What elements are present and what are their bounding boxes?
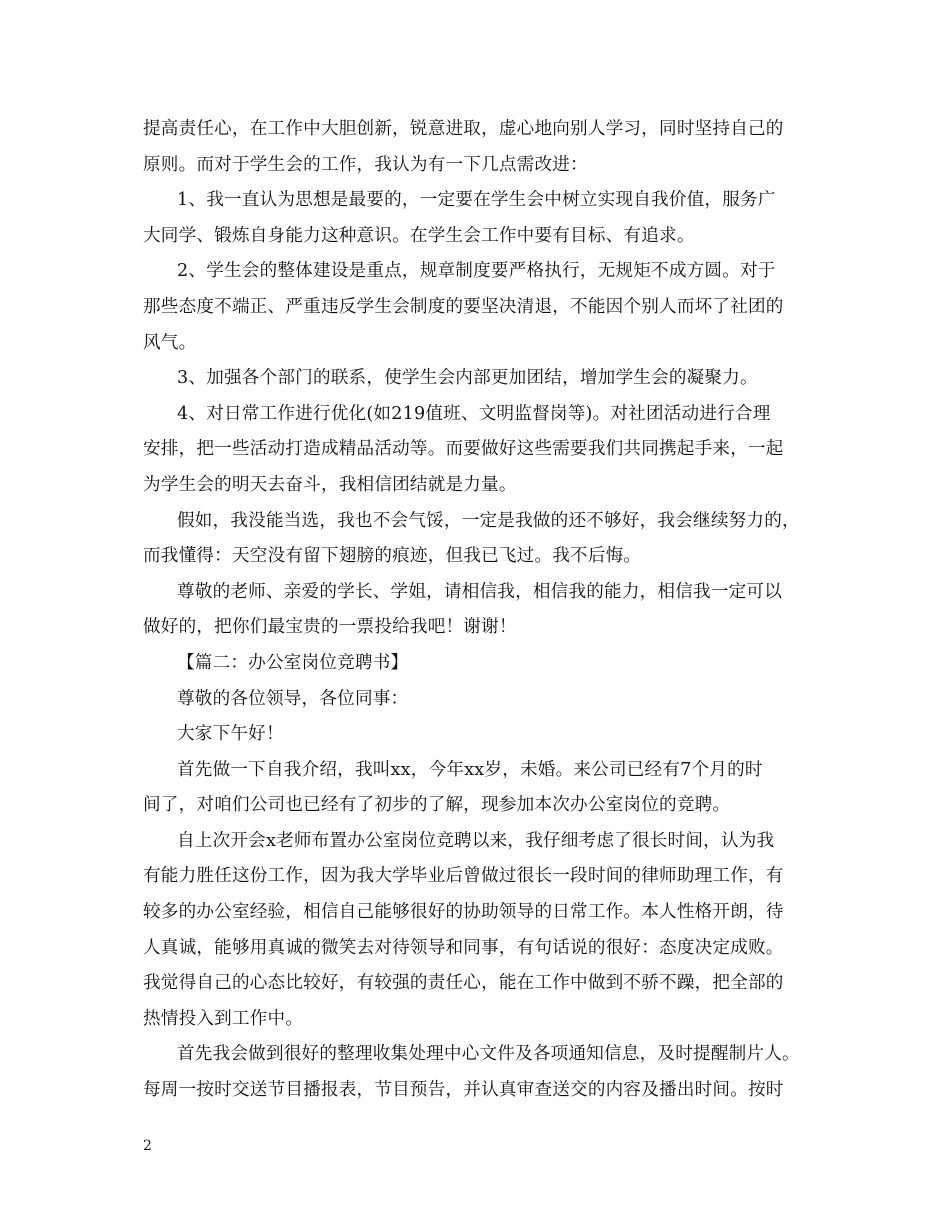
- text-line: 为学生会的明天去奋斗，我相信团结就是力量。: [143, 474, 517, 495]
- text-line: 人真诚，能够用真诚的微笑去对待领导和同事，有句话说的很好：态度决定成败。: [143, 937, 784, 958]
- text-line: 尊敬的老师、亲爱的学长、学姐，请相信我，相信我的能力，相信我一定可以: [177, 581, 782, 602]
- text-line: 4、对日常工作进行优化(如219值班、文明监督岗等)。对社团活动进行合理: [177, 403, 771, 424]
- salutation: 尊敬的各位领导，各位同事：: [177, 688, 409, 709]
- section-heading: 【篇二：办公室岗位竞聘书】: [177, 652, 409, 673]
- text-line: 间了，对咱们公司也已经有了初步的了解，现参加本次办公室岗位的竞聘。: [143, 795, 731, 816]
- text-line: 首先我会做到很好的整理收集处理中心文件及各项通知信息，及时提醒制片人。: [177, 1044, 800, 1065]
- text-line: 做好的，把你们最宝贵的一票投给我吧！谢谢！: [143, 617, 517, 638]
- text-line: 那些态度不端正、严重违反学生会制度的要坚决清退，不能因个别人而坏了社团的: [143, 296, 784, 317]
- text-line: 2、学生会的整体建设是重点，规章制度要严格执行，无规矩不成方圆。对于: [177, 261, 776, 282]
- text-line: 3、加强各个部门的联系，使学生会内部更加团结，增加学生会的凝聚力。: [177, 368, 758, 389]
- text-line: 原则。而对于学生会的工作，我认为有一下几点需改进：: [143, 154, 588, 175]
- greeting: 大家下午好！: [177, 724, 284, 745]
- text-line: 假如，我没能当选，我也不会气馁，一定是我做的还不够好，我会继续努力的，: [177, 510, 800, 531]
- text-line: 提高责任心，在工作中大胆创新，锐意进取，虚心地向别人学习，同时坚持自己的: [143, 119, 784, 139]
- document-body: [143, 112, 825, 1109]
- text-line: 我觉得自己的心态比较好，有较强的责任心，能在工作中做到不骄不躁，把全部的: [143, 973, 784, 994]
- text-line: 首先做一下自我介绍，我叫xx，今年xx岁，未婚。来公司已经有7个月的时: [177, 759, 763, 780]
- text-line: 而我懂得：天空没有留下翅膀的痕迹，但我已飞过。我不后悔。: [143, 546, 642, 567]
- text-line: 大同学、锻炼自身能力这种意识。在学生会工作中要有目标、有追求。: [143, 225, 695, 246]
- text-line: 安排，把一些活动打造成精品活动等。而要做好这些需要我们共同携起手来，一起: [143, 439, 784, 460]
- text-line: 有能力胜任这份工作，因为我大学毕业后曾做过很长一段时间的律师助理工作，有: [143, 866, 784, 887]
- text-line: 自上次开会x老师布置办公室岗位竞聘以来，我仔细考虑了很长时间，认为我: [177, 830, 775, 851]
- text-line: 热情投入到工作中。: [143, 1008, 304, 1029]
- text-line: 1、我一直认为思想是最要的，一定要在学生会中树立实现自我价值，服务广: [177, 190, 776, 211]
- page-number: 2: [143, 1138, 152, 1154]
- text-line: 风气。: [143, 332, 197, 353]
- text-line: 每周一按时交送节目播报表，节目预告，并认真审查送交的内容及播出时间。按时: [143, 1080, 784, 1101]
- text-line: 较多的办公室经验，相信自己能够很好的协助领导的日常工作。本人性格开朗，待: [143, 902, 784, 923]
